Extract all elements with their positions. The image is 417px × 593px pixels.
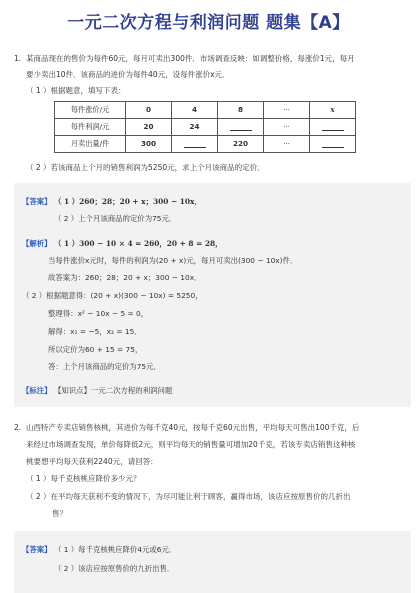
answer-2-part2: （ 2 ）该店应按原售价的九折出售．	[54, 564, 175, 573]
answer-1-part2: （ 2 ）上个月该商品的定价为75元．	[54, 214, 177, 223]
table-cell: 月卖出量/件	[55, 136, 126, 153]
price-table	[54, 101, 356, 153]
answer-blank	[230, 122, 252, 131]
solution-line: 当每件涨价x元时，每件的利润为(20 + x)元，每月可卖出(300 − 10x)件．	[48, 256, 298, 265]
answer-box-2	[14, 531, 411, 593]
question-2-line3: 桃要想平均每天获利2240元，请回答：	[26, 457, 158, 466]
answer-tag: 【答案】	[22, 197, 52, 206]
question-2-sub2-cont: 售？	[52, 509, 67, 518]
question-2-line2: 来经过市场调查发现，单价每降低2元，则平均每天的销售量可增加20千克，若该专卖店销售这种核	[26, 440, 356, 449]
question-1-line2: 要少卖出10件．该商品的进价为每件40元，设每件涨价x元．	[26, 70, 230, 79]
table-cell: 220	[218, 136, 264, 153]
question-1-number: 1.	[14, 54, 22, 63]
blank-cell	[310, 136, 356, 153]
table-cell: 24	[172, 119, 218, 136]
solution-line: 所以定价为60 + 15 = 75，	[48, 345, 143, 354]
answer-2-part1: （ 1 ）每千克核桃应降价4元或6元．	[54, 545, 177, 554]
table-cell: ···	[264, 102, 310, 119]
table-cell: 0	[126, 102, 172, 119]
table-row	[55, 102, 356, 119]
table-cell: 8	[218, 102, 264, 119]
solution-line: 解得：x₁ = −5，x₂ = 15．	[48, 327, 142, 336]
answer-blank	[184, 139, 206, 148]
question-1-line1: 某商品现在的售价为每件60元，每月可卖出300件．市场调查反映：如调整价格，每涨价1元，每月	[26, 54, 355, 63]
solution-tag: 【解析】	[22, 239, 52, 248]
answer-blank	[322, 122, 344, 131]
table-cell: 300	[126, 136, 172, 153]
solution-line: （ 1 ）300 − 10 × 4 = 260，20 + 8 = 28，	[54, 239, 223, 248]
question-1-sub2: （ 2 ）若该商品上个月的销售利润为5250元，求上个月该商品的定价．	[26, 163, 265, 172]
table-row	[55, 119, 356, 136]
table-cell: 20	[126, 119, 172, 136]
solution-line: （ 2 ）根据题意得：(20 + x)(300 − 10x) = 5250，	[22, 291, 203, 300]
answer-tag: 【答案】	[22, 545, 52, 554]
page-title: 一元二次方程与利润问题 题集【A】	[67, 13, 350, 33]
question-2-sub1: （ 1 ）每千克核桃应降价多少元？	[26, 474, 141, 483]
question-2-sub2: （ 2 ）在平均每天获利不变的情况下，为尽可能让利于顾客，赢得市场，该店应按原售价的几折出	[26, 492, 351, 501]
table-cell: ···	[264, 119, 310, 136]
question-2-line1: 山西特产专卖店销售核桃，其进价为每千克40元，按每千克60元出售，平均每天可售出100千克，后	[26, 423, 360, 432]
solution-line: 故答案为：260；28；20 + x；300 − 10x．	[48, 273, 202, 282]
blank-cell	[172, 136, 218, 153]
question-2-number: 2.	[14, 423, 22, 432]
question-1-sub1: （ 1 ）根据题意，填写下表：	[26, 86, 126, 95]
solution-line: 答：上个月该商品的定价为75元．	[48, 362, 161, 371]
answer-1-part1: （ 1 ）260；28；20 + x；300 − 10x．	[54, 197, 202, 206]
table-cell: ···	[264, 136, 310, 153]
table-cell: 每件涨价/元	[55, 102, 126, 119]
answer-blank	[322, 139, 344, 148]
blank-cell	[310, 119, 356, 136]
note-tag: 【标注】	[22, 386, 52, 395]
blank-cell	[218, 119, 264, 136]
table-cell: x	[310, 102, 356, 119]
table-row	[55, 136, 356, 153]
solution-line: 整理得：x² − 10x − 5 = 0，	[48, 309, 149, 318]
table-cell: 4	[172, 102, 218, 119]
table-cell: 每件利润/元	[55, 119, 126, 136]
knowledge-point: 【知识点】一元二次方程的利润问题	[54, 386, 173, 395]
